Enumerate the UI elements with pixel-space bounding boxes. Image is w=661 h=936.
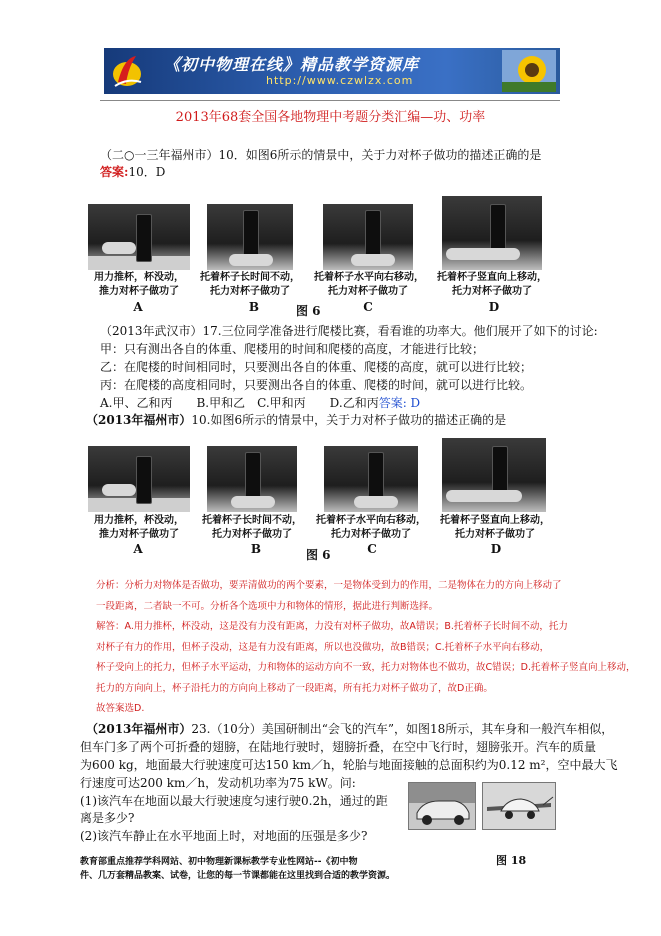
q4-line1: （2013年福州市）23.（10分）美国研制出“会飞的汽车”，如图18所示，其车身和一般汽车相似， xyxy=(86,722,614,736)
q2-answer: 答案: D xyxy=(378,396,421,410)
q4-line4: 行速度可达200 km／h，发动机功率为75 kW。问: xyxy=(80,776,356,790)
figure6-photo-c xyxy=(323,204,413,270)
analysis-line: 故答案选D. xyxy=(96,703,145,714)
figure18-photo-ground xyxy=(408,782,476,830)
figure6-repeat-caption-d: 托着杯子竖直向上移动， 托力对杯子做功了 xyxy=(440,515,550,540)
analysis-line: 托力的方向向上，杯子沿托力的方向向上移动了一段距离，所有托力对杯子做功了，故D正确。 xyxy=(96,682,493,694)
q3-stem xyxy=(86,411,506,429)
figure6-repeat-letter-c: C xyxy=(367,542,377,556)
figure6-caption-a: 用力推杯，杯没动， 推力对杯子做功了 xyxy=(94,272,184,297)
page-title: 2013年68套全国各地物理中考题分类汇编—功、功率 xyxy=(175,110,486,125)
analysis-line: 对杯子有力的作用，但杯子没动，这是有力没有距离，所以也没做功，故B错误；C.托着杯子水平向右移动， xyxy=(96,641,550,653)
figure6-caption-b: 托着杯子长时间不动， 托力对杯子做功了 xyxy=(200,272,300,297)
figure6-repeat-label: 图 6 xyxy=(306,548,331,562)
footer-line-1: 教育部重点推荐学科网站、初中物理新课标教学专业性网站--《初中物 xyxy=(80,857,358,867)
figure6-caption-c: 托着杯子水平向右移动， 托力对杯子做功了 xyxy=(314,272,424,297)
q3-text: 10.如图6所示的情景中，关于力对杯子做功的描述正确的是 xyxy=(191,413,507,427)
q4-line3: 为600 kg，地面最大行驶速度可达150 km／h，轮胎与地面接触的总面积约为0.12 m²，空中最大飞 xyxy=(80,758,618,772)
site-logo-icon xyxy=(110,52,144,90)
q2-statement-bing: 丙：在爬楼的高度相同时，只要测出各自的体重、爬楼的时间，就可以进行比较。 xyxy=(100,378,533,392)
q4-sub1-line2: 离是多少? xyxy=(80,811,135,825)
q1-answer xyxy=(100,163,165,181)
q3-source: （2013年福州市） xyxy=(86,413,192,427)
analysis-line: 分析：分析力对物体是否做功，要弄清做功的两个要素，一是物体受到力的作用，二是物体在力的方向上移动了 xyxy=(96,580,562,591)
q2-option-list: A.甲、乙和丙 B.甲和乙 C.甲和丙 D.乙和丙 xyxy=(100,396,379,410)
figure6-photo-b xyxy=(207,204,293,270)
q2-statement-yi: 乙：在爬楼的时间相同时，只要测出各自的体重、爬楼的高度，就可以进行比较； xyxy=(100,360,533,374)
car-flying-icon xyxy=(483,783,555,829)
figure6-repeat-caption-b: 托着杯子长时间不动， 托力对杯子做功了 xyxy=(202,515,302,540)
analysis-line: 解答：A.用力推杯，杯没动，这是没有力没有距离，力没有对杯子做功，故A错误；B.托着杯子长时间不动，托力 xyxy=(96,621,568,632)
figure6-letter-a: A xyxy=(133,300,143,314)
figure6-repeat-photo-b xyxy=(207,446,297,512)
footer-line-2: 件、几万套精品教案、试卷，让您的每一节课都能在这里找到合适的教学资源。 xyxy=(80,871,396,881)
q2-options xyxy=(100,394,420,412)
answer-value: 10．D xyxy=(128,165,166,179)
q4-sub1-line1: (1)该汽车在地面以最大行驶速度匀速行驶0.2h，通过的距 xyxy=(80,794,388,808)
q4-sub2: (2)该汽车静止在水平地面上时，对地面的压强是多少? xyxy=(80,829,368,843)
figure6-photo-d xyxy=(442,196,542,270)
answer-label: 答案: xyxy=(100,165,129,179)
figure6-repeat-letter-d: D xyxy=(490,542,502,556)
banner-url[interactable]: http://www.czwlzx.com xyxy=(266,74,414,87)
analysis-block xyxy=(96,576,636,720)
figure6-caption-d: 托着杯子竖直向上移动， 托力对杯子做功了 xyxy=(437,272,547,297)
figure6-letter-b: B xyxy=(248,300,260,314)
header-rule xyxy=(100,100,560,101)
figure6-label: 图 6 xyxy=(296,304,321,318)
figure6-repeat-letter-a: A xyxy=(133,542,143,556)
figure6-photo-a xyxy=(88,204,190,270)
q2-statement-jia: 甲：只有测出各自的体重、爬楼用的时间和爬楼的高度，才能进行比较； xyxy=(100,342,485,356)
figure6-letter-d: D xyxy=(488,300,500,314)
figure6-repeat-caption-a: 用力推杯，杯没动， 推力对杯子做功了 xyxy=(94,515,184,540)
figure6-repeat-caption-c: 托着杯子水平向右移动， 托力对杯子做功了 xyxy=(316,515,426,540)
q2-stem: （2013年武汉市）17.三位同学准备进行爬楼比赛，看看谁的功率大。他们展开了如下的讨论: xyxy=(100,324,598,338)
analysis-line: 一段距离，二者缺一不可。分析各个选项中力和物体的情形，据此进行判断选择。 xyxy=(96,600,439,612)
sunflower-icon xyxy=(502,50,556,92)
site-banner xyxy=(104,48,560,94)
q4-source: （2013年福州市） xyxy=(86,722,192,736)
analysis-line: 杯子受向上的托力，但杯子水平运动，力和物体的运动方向不一致，托力对物体也不做功，故C错误；D.托着杯子竖直向上移动， xyxy=(96,662,636,673)
q4-line2: 但车门多了两个可折叠的翅膀，在陆地行驶时，翅膀折叠，在空中飞行时，翅膀张开。汽车的质量 xyxy=(80,740,597,754)
car-ground-icon xyxy=(409,783,475,829)
figure6-letter-c: C xyxy=(363,300,373,314)
figure6-repeat-photo-c xyxy=(324,446,418,512)
figure6-repeat-photo-d xyxy=(442,438,546,512)
figure18-photo-flying xyxy=(482,782,556,830)
figure18-label: 图 18 xyxy=(496,854,527,867)
figure6-repeat-letter-b: B xyxy=(250,542,262,556)
banner-title: 《初中物理在线》精品教学资源库 xyxy=(164,55,420,74)
figure6-repeat-photo-a xyxy=(88,446,190,512)
q1-stem: （二○一三年福州市）10．如图6所示的情景中，关于力对杯子做功的描述正确的是 xyxy=(100,148,542,162)
